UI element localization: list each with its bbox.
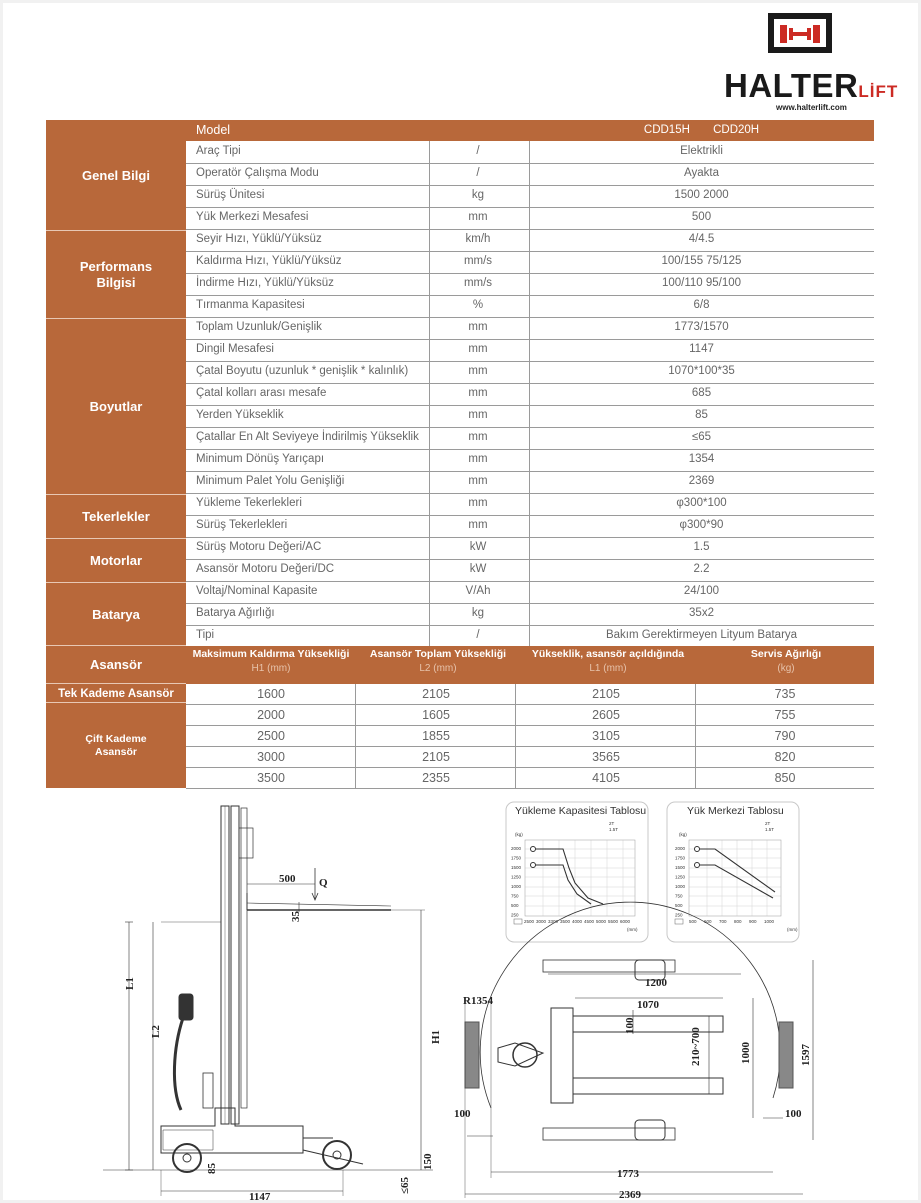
lift-cell: 1600: [257, 687, 285, 701]
lift-row: [186, 705, 874, 726]
spec-value: 6/8: [693, 299, 710, 311]
tick-label: 1000: [675, 884, 686, 889]
load-center-chart-title: Yük Merkezi Tablosu: [687, 805, 784, 817]
capacity-ylabel: (kg): [515, 832, 523, 837]
lift-col-weight-unit: (kg): [777, 663, 795, 674]
spec-unit: mm: [468, 519, 488, 531]
spec-unit: kW: [469, 563, 487, 575]
dim-ground-clearance: 85: [206, 1163, 218, 1174]
spec-row: [186, 185, 874, 208]
tick-label: 750: [675, 893, 683, 899]
spec-row: [186, 625, 874, 647]
spec-row: [186, 339, 874, 362]
capacity-xlabel: (mm): [627, 927, 638, 932]
spec-sheet-page: [3, 3, 918, 1203]
lift-cell: 1605: [422, 708, 450, 722]
spec-unit: V/Ah: [465, 585, 491, 597]
spec-row: [186, 493, 874, 516]
tick-label: 250: [511, 912, 519, 918]
spec-row: [186, 581, 874, 604]
lift-cell: 735: [774, 687, 796, 701]
lift-cell: 850: [774, 771, 796, 785]
section-tekerlekler: Tekerlekler: [46, 495, 186, 539]
section-asansor: Asansör: [46, 646, 186, 684]
spec-label: Çatal Boyutu (uzunluk * genişlik * kalınlık): [196, 365, 409, 377]
tick-label: 750: [511, 893, 519, 899]
center-xlabel: (mm): [787, 927, 798, 932]
spec-unit: /: [476, 167, 480, 179]
spec-value: φ300*100: [676, 497, 727, 509]
dim-wheelbase: 1147: [249, 1191, 271, 1203]
model-label: Model: [196, 123, 231, 137]
dim-right-100: 100: [785, 1108, 802, 1120]
capacity-chart-title: Yükleme Kapasitesi Tablosu: [515, 805, 647, 817]
spec-unit: mm/s: [463, 277, 493, 289]
lift-row: [186, 684, 874, 705]
tick-label: 250: [675, 912, 683, 918]
section-genel-bilgi: Genel Bilgi: [46, 120, 186, 231]
spec-value: 24/100: [683, 585, 720, 597]
spec-unit: mm: [468, 497, 488, 509]
lift-cell: 2105: [422, 750, 450, 764]
lift-cell: 1855: [422, 729, 450, 743]
tick-label: 4000: [572, 919, 583, 924]
spec-row: [186, 405, 874, 428]
tick-label: 500: [675, 903, 683, 908]
spec-row: [186, 251, 874, 274]
spec-value: Elektrikli: [680, 145, 723, 157]
brand-logo: [724, 13, 914, 111]
spec-value: 1070*100*35: [668, 365, 735, 377]
tick-label: 1750: [511, 855, 522, 861]
spec-row: [186, 471, 874, 494]
spec-label: Operatör Çalışma Modu: [196, 167, 319, 179]
spec-row: [186, 449, 874, 472]
tick-label: 6000: [620, 919, 631, 924]
spec-unit: kW: [469, 541, 487, 553]
tick-label: 1250: [675, 874, 686, 880]
spec-value: 2369: [688, 475, 715, 487]
section-batarya: Batarya: [46, 583, 186, 646]
tick-label: 500: [689, 919, 697, 924]
dim-l1: L1: [124, 977, 136, 990]
spec-value: 100/155 75/125: [661, 255, 742, 267]
tick-label: 600: [704, 919, 712, 924]
tick-label: 800: [734, 919, 742, 924]
tick-label: 3300: [548, 919, 559, 924]
spec-value: Bakım Gerektirmeyen Lityum Batarya: [605, 629, 798, 641]
spec-unit: km/h: [465, 233, 491, 245]
spec-unit: mm: [468, 475, 488, 487]
spec-row: [186, 229, 874, 252]
spec-unit: mm/s: [463, 255, 493, 267]
tick-label: 1000: [764, 919, 775, 924]
dim-turn-radius: R1354: [463, 995, 493, 1007]
lift-col-h1-title: Maksimum Kaldırma Yüksekliği: [192, 648, 350, 660]
dim-width-1000: 1000: [740, 1042, 752, 1064]
spec-row: [186, 603, 874, 626]
center-ylabel: (kg): [679, 832, 687, 837]
lift-col-l1-title: Yükseklik, asansör açıldığında: [531, 648, 685, 660]
load-center-chart: [667, 802, 799, 942]
tick-label: 1750: [675, 855, 686, 861]
spec-value: φ300*90: [679, 519, 724, 531]
spec-label: Minimum Dönüş Yarıçapı: [196, 453, 325, 465]
tick-label: 1000: [511, 884, 522, 889]
dim-fork-spread: 210~700: [690, 1027, 702, 1066]
tick-label: 2000: [675, 846, 686, 851]
dim-fork-length: 1070: [637, 999, 659, 1011]
spec-unit: mm: [468, 409, 488, 421]
spec-label: Tipi: [196, 629, 215, 641]
center-legend-15t: 1.5T: [765, 827, 775, 832]
tick-label: 1500: [511, 865, 522, 870]
dim-h1: H1: [430, 1029, 442, 1044]
spec-label: Kaldırma Hızı, Yüklü/Yüksüz: [196, 255, 342, 267]
tick-label: 2500: [524, 919, 535, 924]
dim-left-100: 100: [454, 1108, 471, 1120]
spec-unit: kg: [471, 607, 485, 619]
spec-value: 4/4.5: [688, 233, 715, 245]
lift-col-h1-unit: H1 (mm): [251, 663, 291, 674]
tick-label: 5500: [608, 919, 619, 924]
capacity-legend-2t: 2T: [609, 821, 615, 826]
section-cift-kademe: Çift Kademe Asansör: [46, 703, 186, 788]
center-legend-2t: 2T: [765, 821, 771, 826]
spec-value: 100/110 95/100: [661, 277, 742, 289]
spec-row: [186, 427, 874, 450]
tick-label: 700: [719, 919, 727, 924]
brand-suffix: LİFT: [858, 82, 899, 101]
dim-load-center: 500: [279, 873, 296, 885]
barbell-logo-icon: [766, 13, 834, 55]
dim-base-height: 150: [422, 1153, 434, 1170]
spec-label: Çatallar En Alt Seviyeye İndirilmiş Yükseklik: [196, 431, 419, 443]
spec-value: 85: [695, 409, 708, 421]
model-header: [186, 120, 874, 141]
section-performans: Performans Bilgisi: [46, 231, 186, 319]
spec-unit: /: [476, 629, 480, 641]
lift-cell: 3500: [257, 771, 285, 785]
side-view-drawing: [103, 806, 433, 1196]
spec-row: [186, 537, 874, 560]
top-view-drawing: [465, 902, 813, 1198]
spec-unit: %: [472, 299, 484, 311]
spec-label: Yükleme Tekerlekleri: [196, 497, 302, 509]
spec-value: 1773/1570: [674, 321, 729, 333]
spec-unit: mm: [468, 365, 488, 377]
tick-label: 5000: [596, 919, 607, 924]
brand-name: HALTER: [724, 67, 859, 104]
lift-col-l2-title: Asansör Toplam Yüksekliği: [369, 648, 507, 660]
dim-l2: L2: [150, 1025, 162, 1038]
lift-cell: 2105: [592, 687, 620, 701]
lift-row: [186, 726, 874, 747]
lift-cell: 2500: [257, 729, 285, 743]
spec-unit: mm: [468, 321, 488, 333]
lift-cell: 755: [774, 708, 796, 722]
spec-label: Toplam Uzunluk/Genişlik: [196, 321, 322, 333]
dim-fork-width: 100: [624, 1017, 636, 1034]
spec-label: Asansör Motoru Değeri/DC: [196, 563, 335, 575]
technical-drawings: [3, 798, 918, 1203]
spec-label: Sürüş Motoru Değeri/AC: [196, 541, 322, 553]
spec-value: 1.5: [693, 541, 710, 553]
lift-col-weight-title: Servis Ağırlığı: [750, 648, 822, 660]
tick-label: 500: [511, 903, 519, 908]
lift-cell: 2000: [257, 708, 285, 722]
spec-label: Dingil Mesafesi: [196, 343, 274, 355]
tick-label: 3000: [536, 919, 547, 924]
spec-row: [186, 515, 874, 538]
spec-value: Ayakta: [684, 167, 719, 179]
spec-value: 1500 2000: [674, 189, 729, 201]
lift-cell: 2105: [422, 687, 450, 701]
spec-unit: kg: [471, 189, 485, 201]
spec-unit: mm: [468, 387, 488, 399]
lift-cell: 2355: [422, 771, 450, 785]
lift-header: [186, 646, 874, 684]
tick-label: 4500: [584, 919, 595, 924]
spec-unit: /: [476, 145, 480, 157]
spec-label: İndirme Hızı, Yüklü/Yüksüz: [196, 277, 334, 289]
spec-row: [186, 317, 874, 340]
lift-cell: 3565: [592, 750, 620, 764]
dim-width-1597: 1597: [800, 1044, 812, 1066]
section-tek-kademe: Tek Kademe Asansör: [46, 684, 186, 703]
spec-value: 1354: [688, 453, 715, 465]
spec-row: [186, 295, 874, 318]
spec-label: Seyir Hızı, Yüklü/Yüksüz: [196, 233, 322, 245]
tick-label: 1500: [675, 865, 686, 870]
spec-label: Çatal kolları arası mesafe: [196, 387, 327, 399]
spec-label: Yük Merkezi Mesafesi: [196, 211, 309, 223]
spec-row: [186, 361, 874, 384]
tick-label: 2000: [511, 846, 522, 851]
spec-label: Batarya Ağırlığı: [196, 607, 275, 619]
lift-cell: 3000: [257, 750, 285, 764]
spec-label: Minimum Palet Yolu Genişliği: [196, 475, 345, 487]
spec-value: 35x2: [689, 607, 714, 619]
spec-unit: mm: [468, 211, 488, 223]
tick-label: 900: [749, 919, 757, 924]
spec-table: [46, 120, 874, 788]
section-boyutlar: Boyutlar: [46, 319, 186, 495]
spec-label: Yerden Yükseklik: [196, 409, 284, 421]
capacity-legend-15t: 1.5T: [609, 827, 619, 832]
section-motorlar: Motorlar: [46, 539, 186, 583]
capacity-xticks: [524, 919, 631, 924]
tick-label: 1250: [511, 874, 522, 880]
spec-row: [186, 207, 874, 230]
model-names: CDD15H CDD20H: [643, 124, 760, 136]
brand-url: www.halterlift.com: [776, 103, 847, 112]
spec-label: Araç Tipi: [196, 145, 241, 157]
spec-label: Voltaj/Nominal Kapasite: [196, 585, 318, 597]
lift-cell: 2605: [592, 708, 620, 722]
dim-width-1200: 1200: [645, 977, 667, 989]
spec-value: 500: [691, 211, 712, 223]
spec-unit: mm: [468, 343, 488, 355]
spec-row: [186, 383, 874, 406]
lift-cell: 3105: [592, 729, 620, 743]
lift-cell: 820: [774, 750, 796, 764]
lift-col-l2-unit: L2 (mm): [419, 663, 457, 674]
spec-row: [186, 141, 874, 164]
spec-value: 2.2: [693, 563, 710, 575]
spec-label: Sürüş Ünitesi: [196, 189, 265, 201]
dim-lowered-height: ≤65: [399, 1176, 411, 1194]
spec-label: Tırmanma Kapasitesi: [196, 299, 305, 311]
spec-value: 685: [691, 387, 712, 399]
lift-col-l1-unit: L1 (mm): [589, 663, 627, 674]
lift-cell: 790: [774, 729, 796, 743]
dim-aisle-2369: 2369: [619, 1189, 641, 1201]
tick-label: 3500: [560, 919, 571, 924]
spec-label: Sürüş Tekerlekleri: [196, 519, 288, 531]
lift-row: [186, 747, 874, 768]
dim-fork-thickness: 35: [290, 911, 302, 922]
spec-value: ≤65: [691, 431, 712, 443]
lift-row: [186, 768, 874, 789]
dim-q: Q: [319, 877, 328, 889]
spec-row: [186, 163, 874, 186]
dim-length-1773: 1773: [617, 1168, 639, 1180]
spec-row: [186, 273, 874, 296]
lift-cell: 4105: [592, 771, 620, 785]
spec-value: 1147: [689, 343, 714, 355]
spec-row: [186, 559, 874, 582]
spec-unit: mm: [468, 453, 488, 465]
spec-unit: mm: [468, 431, 488, 443]
